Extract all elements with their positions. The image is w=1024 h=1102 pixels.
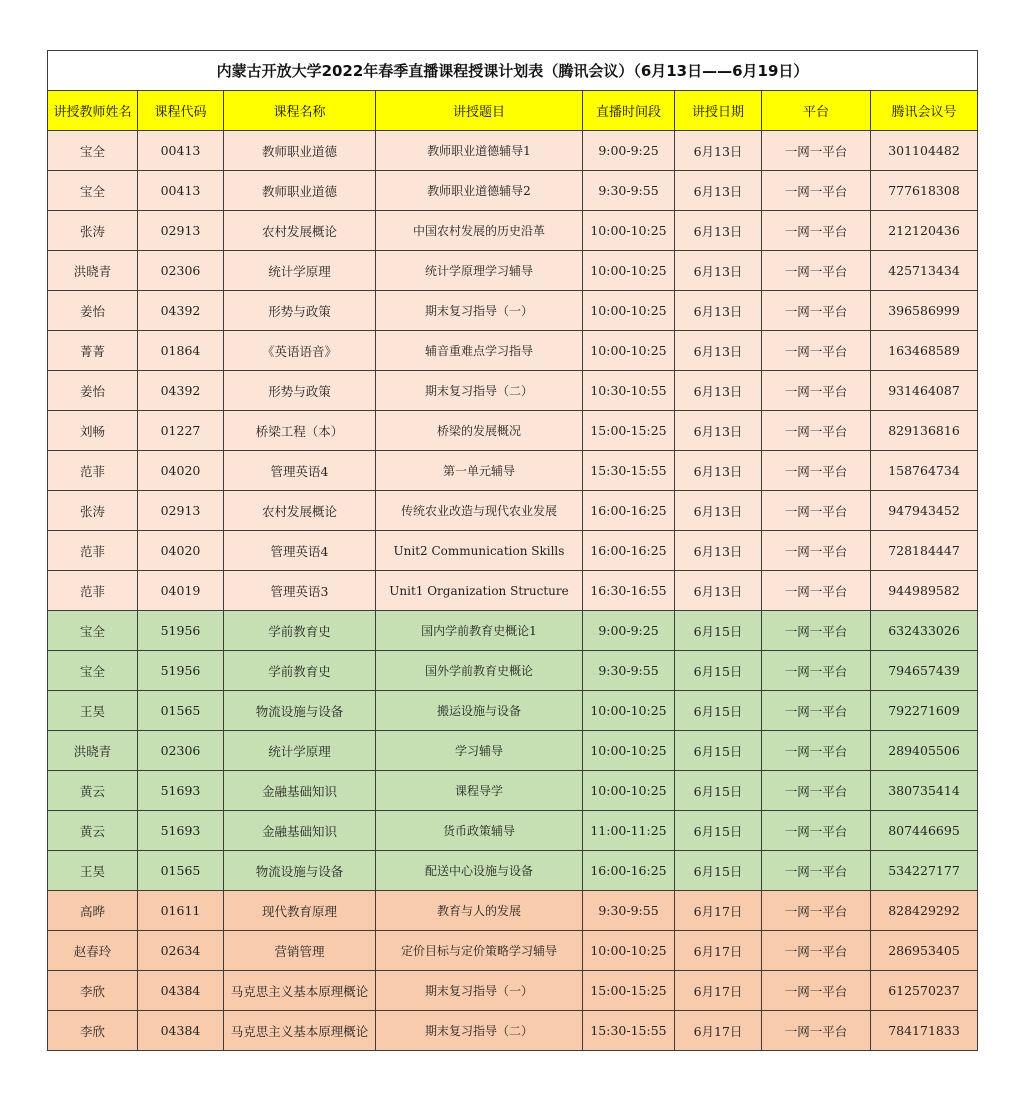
platform-cell: 一网一平台 xyxy=(762,891,871,931)
teacher-cell: 范菲 xyxy=(48,571,138,611)
time-slot-cell: 15:30-15:55 xyxy=(583,1011,675,1051)
platform-cell: 一网一平台 xyxy=(762,411,871,451)
meeting-id-cell: 784171833 xyxy=(871,1011,978,1051)
topic-cell: Unit2 Communication Skills xyxy=(376,531,583,571)
teacher-cell: 王昊 xyxy=(48,851,138,891)
date-cell: 6月13日 xyxy=(675,211,762,251)
table-row xyxy=(48,691,978,731)
time-slot-cell: 9:00-9:25 xyxy=(583,611,675,651)
date-cell: 6月13日 xyxy=(675,131,762,171)
meeting-id-cell: 829136816 xyxy=(871,411,978,451)
date-cell: 6月13日 xyxy=(675,371,762,411)
teacher-cell: 张涛 xyxy=(48,211,138,251)
date-cell: 6月15日 xyxy=(675,851,762,891)
teacher-cell: 李欣 xyxy=(48,1011,138,1051)
course-code-cell: 51693 xyxy=(138,771,224,811)
time-slot-cell: 9:30-9:55 xyxy=(583,891,675,931)
header-row xyxy=(48,91,978,131)
teacher-cell: 菁菁 xyxy=(48,331,138,371)
table-row xyxy=(48,651,978,691)
course-name-cell: 《英语语音》 xyxy=(224,331,376,371)
platform-cell: 一网一平台 xyxy=(762,331,871,371)
table-row xyxy=(48,291,978,331)
topic-cell: 学习辅导 xyxy=(376,731,583,771)
platform-cell: 一网一平台 xyxy=(762,611,871,651)
date-cell: 6月17日 xyxy=(675,931,762,971)
topic-cell: 中国农村发展的历史沿革 xyxy=(376,211,583,251)
topic-cell: 辅音重难点学习指导 xyxy=(376,331,583,371)
table-row xyxy=(48,251,978,291)
course-code-cell: 02306 xyxy=(138,251,224,291)
teacher-cell: 李欣 xyxy=(48,971,138,1011)
schedule-table xyxy=(47,50,978,1051)
date-cell: 6月15日 xyxy=(675,651,762,691)
time-slot-cell: 9:30-9:55 xyxy=(583,651,675,691)
teacher-cell: 黄云 xyxy=(48,811,138,851)
table-row xyxy=(48,411,978,451)
date-cell: 6月17日 xyxy=(675,1011,762,1051)
platform-cell: 一网一平台 xyxy=(762,1011,871,1051)
course-name-cell: 农村发展概论 xyxy=(224,491,376,531)
date-cell: 6月17日 xyxy=(675,971,762,1011)
course-name-cell: 现代教育原理 xyxy=(224,891,376,931)
meeting-id-cell: 632433026 xyxy=(871,611,978,651)
course-name-cell: 金融基础知识 xyxy=(224,811,376,851)
course-name-cell: 统计学原理 xyxy=(224,731,376,771)
meeting-id-cell: 425713434 xyxy=(871,251,978,291)
topic-cell: 期末复习指导（一） xyxy=(376,291,583,331)
time-slot-cell: 15:00-15:25 xyxy=(583,971,675,1011)
table-row xyxy=(48,931,978,971)
topic-cell: 教师职业道德辅导2 xyxy=(376,171,583,211)
date-cell: 6月13日 xyxy=(675,291,762,331)
meeting-id-cell: 777618308 xyxy=(871,171,978,211)
teacher-cell: 张涛 xyxy=(48,491,138,531)
date-cell: 6月15日 xyxy=(675,611,762,651)
course-name-cell: 管理英语4 xyxy=(224,451,376,491)
table-row xyxy=(48,611,978,651)
col-header-meeting-id: 腾讯会议号 xyxy=(871,91,978,131)
topic-cell: 配送中心设施与设备 xyxy=(376,851,583,891)
meeting-id-cell: 792271609 xyxy=(871,691,978,731)
time-slot-cell: 10:00-10:25 xyxy=(583,731,675,771)
date-cell: 6月17日 xyxy=(675,891,762,931)
platform-cell: 一网一平台 xyxy=(762,371,871,411)
platform-cell: 一网一平台 xyxy=(762,451,871,491)
teacher-cell: 范菲 xyxy=(48,531,138,571)
date-cell: 6月13日 xyxy=(675,331,762,371)
col-header-date: 讲授日期 xyxy=(675,91,762,131)
time-slot-cell: 10:00-10:25 xyxy=(583,211,675,251)
course-code-cell: 51956 xyxy=(138,611,224,651)
course-code-cell: 02306 xyxy=(138,731,224,771)
date-cell: 6月13日 xyxy=(675,251,762,291)
table-row xyxy=(48,171,978,211)
topic-cell: 第一单元辅导 xyxy=(376,451,583,491)
table-row xyxy=(48,451,978,491)
course-code-cell: 51956 xyxy=(138,651,224,691)
time-slot-cell: 16:00-16:25 xyxy=(583,491,675,531)
platform-cell: 一网一平台 xyxy=(762,651,871,691)
topic-cell: 国内学前教育史概论1 xyxy=(376,611,583,651)
meeting-id-cell: 794657439 xyxy=(871,651,978,691)
platform-cell: 一网一平台 xyxy=(762,211,871,251)
platform-cell: 一网一平台 xyxy=(762,491,871,531)
meeting-id-cell: 947943452 xyxy=(871,491,978,531)
table-row xyxy=(48,811,978,851)
time-slot-cell: 10:00-10:25 xyxy=(583,691,675,731)
meeting-id-cell: 931464087 xyxy=(871,371,978,411)
platform-cell: 一网一平台 xyxy=(762,931,871,971)
platform-cell: 一网一平台 xyxy=(762,171,871,211)
table-row xyxy=(48,851,978,891)
meeting-id-cell: 289405506 xyxy=(871,731,978,771)
col-header-topic: 讲授题目 xyxy=(376,91,583,131)
course-code-cell: 04392 xyxy=(138,371,224,411)
date-cell: 6月13日 xyxy=(675,451,762,491)
topic-cell: 期末复习指导（二） xyxy=(376,371,583,411)
topic-cell: 期末复习指导（二） xyxy=(376,1011,583,1051)
course-code-cell: 02913 xyxy=(138,491,224,531)
course-code-cell: 04384 xyxy=(138,1011,224,1051)
meeting-id-cell: 828429292 xyxy=(871,891,978,931)
course-code-cell: 04019 xyxy=(138,571,224,611)
date-cell: 6月15日 xyxy=(675,691,762,731)
teacher-cell: 姜怡 xyxy=(48,291,138,331)
platform-cell: 一网一平台 xyxy=(762,771,871,811)
time-slot-cell: 10:00-10:25 xyxy=(583,331,675,371)
meeting-id-cell: 158764734 xyxy=(871,451,978,491)
course-code-cell: 02634 xyxy=(138,931,224,971)
table-row xyxy=(48,331,978,371)
date-cell: 6月13日 xyxy=(675,411,762,451)
col-header-course-name: 课程名称 xyxy=(224,91,376,131)
course-code-cell: 02913 xyxy=(138,211,224,251)
course-name-cell: 教师职业道德 xyxy=(224,131,376,171)
platform-cell: 一网一平台 xyxy=(762,131,871,171)
course-code-cell: 04020 xyxy=(138,531,224,571)
topic-cell: 货币政策辅导 xyxy=(376,811,583,851)
time-slot-cell: 9:00-9:25 xyxy=(583,131,675,171)
topic-cell: 传统农业改造与现代农业发展 xyxy=(376,491,583,531)
date-cell: 6月15日 xyxy=(675,811,762,851)
course-code-cell: 01565 xyxy=(138,851,224,891)
platform-cell: 一网一平台 xyxy=(762,731,871,771)
platform-cell: 一网一平台 xyxy=(762,571,871,611)
course-code-cell: 01611 xyxy=(138,891,224,931)
course-code-cell: 04020 xyxy=(138,451,224,491)
topic-cell: 统计学原理学习辅导 xyxy=(376,251,583,291)
platform-cell: 一网一平台 xyxy=(762,971,871,1011)
course-name-cell: 物流设施与设备 xyxy=(224,851,376,891)
course-code-cell: 00413 xyxy=(138,131,224,171)
teacher-cell: 宝全 xyxy=(48,651,138,691)
course-name-cell: 形势与政策 xyxy=(224,371,376,411)
course-code-cell: 01565 xyxy=(138,691,224,731)
teacher-cell: 范菲 xyxy=(48,451,138,491)
topic-cell: 期末复习指导（一） xyxy=(376,971,583,1011)
course-name-cell: 管理英语3 xyxy=(224,571,376,611)
time-slot-cell: 10:00-10:25 xyxy=(583,251,675,291)
teacher-cell: 姜怡 xyxy=(48,371,138,411)
teacher-cell: 王昊 xyxy=(48,691,138,731)
teacher-cell: 黄云 xyxy=(48,771,138,811)
meeting-id-cell: 944989582 xyxy=(871,571,978,611)
meeting-id-cell: 301104482 xyxy=(871,131,978,171)
col-header-course-code: 课程代码 xyxy=(138,91,224,131)
course-name-cell: 统计学原理 xyxy=(224,251,376,291)
time-slot-cell: 9:30-9:55 xyxy=(583,171,675,211)
table-row xyxy=(48,771,978,811)
table-row xyxy=(48,131,978,171)
platform-cell: 一网一平台 xyxy=(762,811,871,851)
course-name-cell: 马克思主义基本原理概论 xyxy=(224,971,376,1011)
platform-cell: 一网一平台 xyxy=(762,251,871,291)
course-code-cell: 04384 xyxy=(138,971,224,1011)
topic-cell: 桥梁的发展概况 xyxy=(376,411,583,451)
course-code-cell: 04392 xyxy=(138,291,224,331)
teacher-cell: 洪晓青 xyxy=(48,731,138,771)
time-slot-cell: 10:30-10:55 xyxy=(583,371,675,411)
col-header-teacher: 讲授教师姓名 xyxy=(48,91,138,131)
course-name-cell: 马克思主义基本原理概论 xyxy=(224,1011,376,1051)
table-row xyxy=(48,571,978,611)
meeting-id-cell: 396586999 xyxy=(871,291,978,331)
table-title: 内蒙古开放大学2022年春季直播课程授课计划表（腾讯会议）（6月13日——6月19日） xyxy=(48,51,978,91)
topic-cell: 定价目标与定价策略学习辅导 xyxy=(376,931,583,971)
time-slot-cell: 15:30-15:55 xyxy=(583,451,675,491)
table-row xyxy=(48,731,978,771)
date-cell: 6月13日 xyxy=(675,491,762,531)
teacher-cell: 刘畅 xyxy=(48,411,138,451)
teacher-cell: 洪晓青 xyxy=(48,251,138,291)
teacher-cell: 赵春玲 xyxy=(48,931,138,971)
course-name-cell: 金融基础知识 xyxy=(224,771,376,811)
date-cell: 6月15日 xyxy=(675,731,762,771)
teacher-cell: 宝全 xyxy=(48,171,138,211)
meeting-id-cell: 534227177 xyxy=(871,851,978,891)
course-name-cell: 学前教育史 xyxy=(224,611,376,651)
meeting-id-cell: 728184447 xyxy=(871,531,978,571)
course-name-cell: 教师职业道德 xyxy=(224,171,376,211)
table-row xyxy=(48,371,978,411)
table-row xyxy=(48,891,978,931)
platform-cell: 一网一平台 xyxy=(762,691,871,731)
date-cell: 6月15日 xyxy=(675,771,762,811)
time-slot-cell: 11:00-11:25 xyxy=(583,811,675,851)
date-cell: 6月13日 xyxy=(675,171,762,211)
course-name-cell: 桥梁工程（本） xyxy=(224,411,376,451)
topic-cell: 课程导学 xyxy=(376,771,583,811)
meeting-id-cell: 212120436 xyxy=(871,211,978,251)
course-code-cell: 01227 xyxy=(138,411,224,451)
meeting-id-cell: 380735414 xyxy=(871,771,978,811)
topic-cell: Unit1 Organization Structure xyxy=(376,571,583,611)
col-header-platform: 平台 xyxy=(762,91,871,131)
table-row xyxy=(48,971,978,1011)
course-code-cell: 01864 xyxy=(138,331,224,371)
platform-cell: 一网一平台 xyxy=(762,851,871,891)
topic-cell: 教育与人的发展 xyxy=(376,891,583,931)
topic-cell: 搬运设施与设备 xyxy=(376,691,583,731)
table-row xyxy=(48,491,978,531)
time-slot-cell: 10:00-10:25 xyxy=(583,931,675,971)
time-slot-cell: 15:00-15:25 xyxy=(583,411,675,451)
time-slot-cell: 10:00-10:25 xyxy=(583,771,675,811)
meeting-id-cell: 807446695 xyxy=(871,811,978,851)
topic-cell: 国外学前教育史概论 xyxy=(376,651,583,691)
teacher-cell: 高晔 xyxy=(48,891,138,931)
meeting-id-cell: 163468589 xyxy=(871,331,978,371)
meeting-id-cell: 286953405 xyxy=(871,931,978,971)
platform-cell: 一网一平台 xyxy=(762,291,871,331)
teacher-cell: 宝全 xyxy=(48,131,138,171)
course-name-cell: 物流设施与设备 xyxy=(224,691,376,731)
teacher-cell: 宝全 xyxy=(48,611,138,651)
course-name-cell: 营销管理 xyxy=(224,931,376,971)
col-header-time-slot: 直播时间段 xyxy=(583,91,675,131)
course-name-cell: 农村发展概论 xyxy=(224,211,376,251)
time-slot-cell: 16:00-16:25 xyxy=(583,531,675,571)
time-slot-cell: 10:00-10:25 xyxy=(583,291,675,331)
table-row xyxy=(48,531,978,571)
course-code-cell: 00413 xyxy=(138,171,224,211)
date-cell: 6月13日 xyxy=(675,531,762,571)
meeting-id-cell: 612570237 xyxy=(871,971,978,1011)
platform-cell: 一网一平台 xyxy=(762,531,871,571)
course-name-cell: 管理英语4 xyxy=(224,531,376,571)
course-name-cell: 形势与政策 xyxy=(224,291,376,331)
time-slot-cell: 16:00-16:25 xyxy=(583,851,675,891)
table-row xyxy=(48,211,978,251)
course-name-cell: 学前教育史 xyxy=(224,651,376,691)
topic-cell: 教师职业道德辅导1 xyxy=(376,131,583,171)
date-cell: 6月13日 xyxy=(675,571,762,611)
table-row xyxy=(48,1011,978,1051)
course-code-cell: 51693 xyxy=(138,811,224,851)
time-slot-cell: 16:30-16:55 xyxy=(583,571,675,611)
